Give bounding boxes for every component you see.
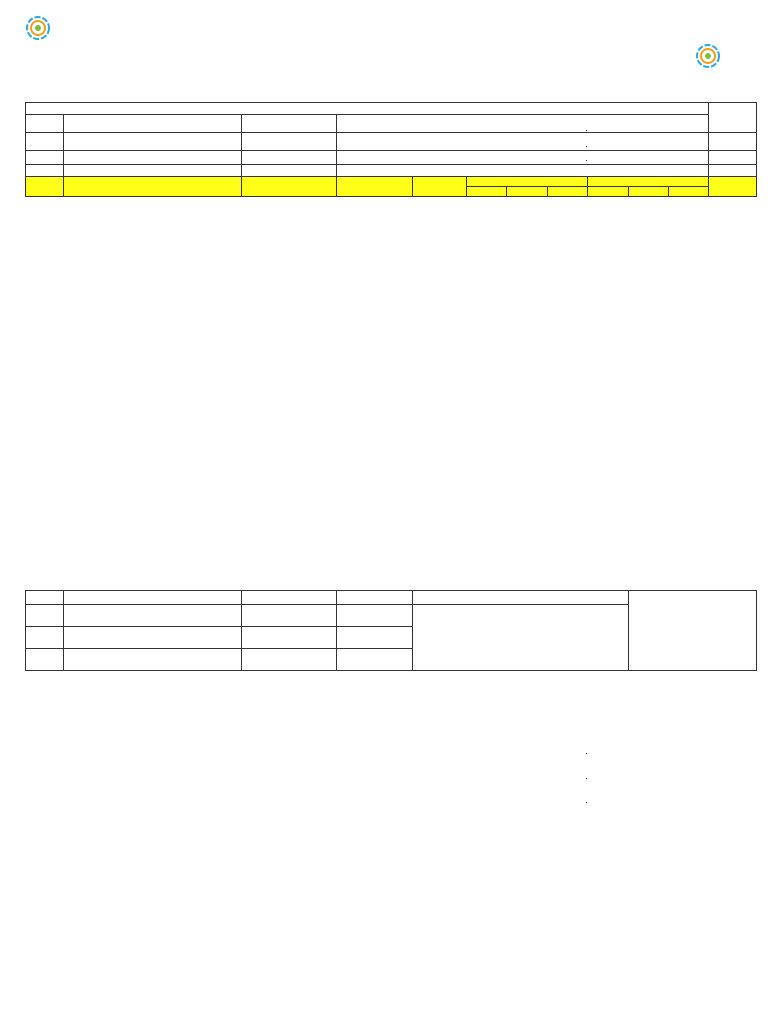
- drawings-area: [413, 605, 629, 671]
- signoff-officer-label: [242, 591, 337, 605]
- signoff-officer: [242, 649, 337, 671]
- signoff-remarks: [337, 649, 413, 671]
- gsu-ref-label: [242, 151, 337, 165]
- signoff-officer: [242, 627, 337, 649]
- qty-label: [26, 165, 64, 177]
- company-logo: [24, 14, 92, 42]
- client-label: [26, 115, 64, 133]
- itp-header-table: [25, 102, 757, 197]
- col-activity-verification: [588, 177, 709, 187]
- col-verif-client: [669, 187, 709, 197]
- signoff-date-label: [26, 591, 64, 605]
- col-type-factory: [467, 187, 507, 197]
- col-remarks: [709, 177, 757, 197]
- signoff-remarks-label: [337, 591, 413, 605]
- col-flow: [64, 177, 242, 197]
- components-label: [242, 115, 337, 133]
- col-verif-factory: [588, 187, 629, 197]
- col-verif-gsu: [629, 187, 669, 197]
- signoff-date: [26, 605, 64, 627]
- col-activity-type: [467, 177, 588, 187]
- qty-spacer: [242, 165, 337, 177]
- traffo-line: [26, 80, 31, 86]
- issue-cell: [709, 151, 757, 165]
- signoff-date: [26, 649, 64, 671]
- col-acceptance: [242, 177, 337, 197]
- project-value: [64, 133, 242, 151]
- signoff-officer: [242, 605, 337, 627]
- page-value: [337, 133, 709, 151]
- client-value: [64, 115, 242, 133]
- col-type-gsu: [507, 187, 548, 197]
- signoff-position: [64, 627, 242, 649]
- col-verifying: [413, 177, 467, 197]
- gsu-ref-value: [337, 151, 709, 165]
- qty-value: [64, 165, 242, 177]
- sn-line: [26, 95, 101, 101]
- itp-continued-table: [25, 590, 757, 671]
- company-logo-right: [694, 42, 754, 70]
- order-label: [26, 151, 64, 165]
- legend-cell: [629, 591, 757, 671]
- signoff-position: [64, 605, 242, 627]
- prepared-cell: [709, 103, 757, 133]
- signoff-position: [64, 649, 242, 671]
- signoff-drawings-label: [413, 591, 629, 605]
- revision-cell: [709, 165, 757, 177]
- qa-standard: [337, 165, 709, 177]
- signoff-remarks: [337, 605, 413, 627]
- signoff-remarks: [337, 627, 413, 649]
- signoff-date: [26, 627, 64, 649]
- itp-title: [26, 103, 709, 115]
- order-value: [64, 151, 242, 165]
- project-label: [26, 133, 64, 151]
- col-no: [26, 177, 64, 197]
- signoff-position-label: [64, 591, 242, 605]
- col-level: [337, 177, 413, 197]
- approved-cell: [709, 133, 757, 151]
- page-label: [242, 133, 337, 151]
- col-type-client: [548, 187, 588, 197]
- components-value: [337, 115, 709, 133]
